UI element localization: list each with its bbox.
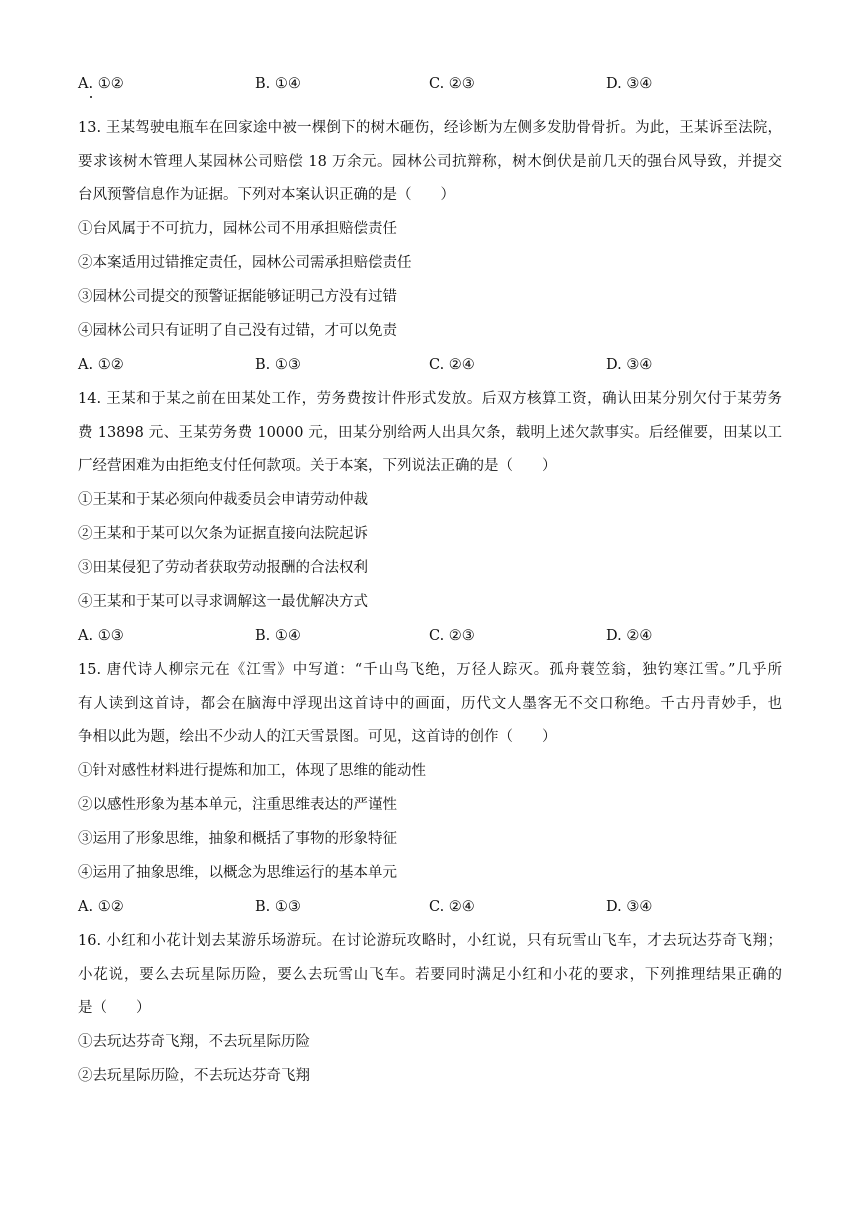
option-d: D. ②④ [606,628,653,644]
q14-stem-line-2: 费 13898 元、王某劳务费 10000 元，田某分别给两人出具欠条，载明上述欠款事实。后经催要，田某以工 [78,425,782,441]
option-c: C. ②③ [429,76,475,92]
q16-stem-line-3: 是（ ） [78,1000,151,1016]
q14-item-4: ④王某和于某可以寻求调解这一最优解决方式 [78,594,368,610]
option-b: B. ①③ [255,899,301,915]
q13-stem-line-3: 台风预警信息作为证据。下列对本案认识正确的是（ ） [78,187,455,203]
q13-stem-line-1: 13. 王某驾驶电瓶车在回家途中被一棵倒下的树木砸伤，经诊断为左侧多发肋骨骨折。为此，王某诉至法院， [78,120,782,136]
option-b: B. ①④ [255,628,301,644]
q13-options [78,355,782,375]
q14-item-1: ①王某和于某必须向仲裁委员会申请劳动仲裁 [78,492,368,508]
q15-item-3: ③运用了形象思维，抽象和概括了事物的形象特征 [78,831,397,847]
q16-item-1: ①去玩达芬奇飞翔，不去玩星际历险 [78,1034,310,1050]
option-c: C. ②④ [429,357,475,373]
option-c: C. ②③ [429,628,475,644]
q13-item-4: ④园林公司只有证明了自己没有过错，才可以免责 [78,323,397,339]
q14-stem-line-3: 厂经营困难为由拒绝支付任何款项。关于本案，下列说法正确的是（ ） [78,458,557,474]
q12-options [78,74,782,94]
q16-stem-line-1: 16. 小红和小花计划去某游乐场游玩。在讨论游玩攻略时，小红说，只有玩雪山飞车，才去玩达芬奇飞翔； [78,933,782,949]
q14-options [78,626,782,646]
q15-stem-line-3: 争相以此为题，绘出不少动人的江天雪景图。可见，这首诗的创作（ ） [78,729,557,745]
q14-item-3: ③田某侵犯了劳动者获取劳动报酬的合法权利 [78,560,368,576]
q15-item-2: ②以感性形象为基本单元，注重思维表达的严谨性 [78,797,397,813]
option-b: B. ①④ [255,76,301,92]
option-a: A. ①② [78,76,124,92]
option-a: A. ①③ [78,628,124,644]
option-a: A. ①② [78,899,124,915]
q16-stem-line-2: 小花说，要么去玩星际历险，要么去玩雪山飞车。若要同时满足小红和小花的要求，下列推理结果正确的 [78,967,782,983]
option-c: C. ②④ [429,899,475,915]
q14-item-2: ②王某和于某可以欠条为证据直接向法院起诉 [78,526,368,542]
q13-item-3: ③园林公司提交的预警证据能够证明己方没有过错 [78,289,397,305]
stray-dot [90,96,92,98]
q13-item-1: ①台风属于不可抗力，园林公司不用承担赔偿责任 [78,221,397,237]
q15-stem-line-1: 15. 唐代诗人柳宗元在《江雪》中写道：“千山鸟飞绝，万径人踪灭。孤舟蓑笠翁，独钓寒江雪。”几乎所 [78,662,782,678]
option-a: A. ①② [78,357,124,373]
q13-stem-line-2: 要求该树木管理人某园林公司赔偿 18 万余元。园林公司抗辩称，树木倒伏是前几天的强台风导致，并提交 [78,154,782,170]
option-b: B. ①③ [255,357,301,373]
q15-item-1: ①针对感性材料进行提炼和加工，体现了思维的能动性 [78,763,426,779]
q15-options [78,897,782,917]
option-d: D. ③④ [606,899,653,915]
q16-item-2: ②去玩星际历险，不去玩达芬奇飞翔 [78,1068,310,1084]
q14-stem-line-1: 14. 王某和于某之前在田某处工作，劳务费按计件形式发放。后双方核算工资，确认田某分别欠付于某劳务 [78,391,782,407]
q13-item-2: ②本案适用过错推定责任，园林公司需承担赔偿责任 [78,255,412,271]
option-d: D. ③④ [606,76,653,92]
option-d: D. ③④ [606,357,653,373]
q15-item-4: ④运用了抽象思维，以概念为思维运行的基本单元 [78,865,397,881]
q15-stem-line-2: 有人读到这首诗，都会在脑海中浮现出这首诗中的画面，历代文人墨客无不交口称绝。千古丹青妙手，也 [78,696,782,712]
